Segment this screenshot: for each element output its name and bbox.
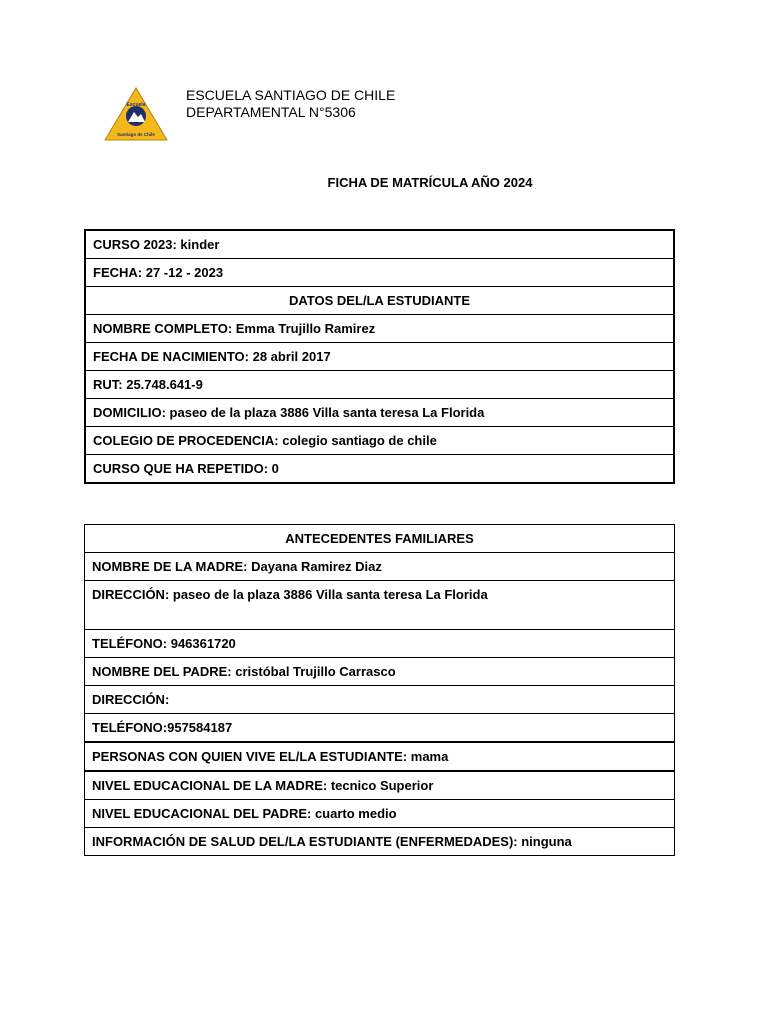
- document-title: FICHA DE MATRÍCULA AÑO 2024: [327, 175, 533, 190]
- field-madre-nombre: NOMBRE DE LA MADRE: Dayana Ramirez Diaz: [85, 553, 675, 581]
- family-data-table: [84, 524, 675, 856]
- school-department: DEPARTAMENTAL N°5306: [186, 104, 356, 120]
- school-logo: [103, 86, 169, 142]
- field-domicilio: DOMICILIO: paseo de la plaza 3886 Villa santa teresa La Florida: [85, 399, 674, 427]
- field-colegio-procedencia: COLEGIO DE PROCEDENCIA: colegio santiago de chile: [85, 427, 674, 455]
- field-nivel-madre: NIVEL EDUCACIONAL DE LA MADRE: tecnico Superior: [85, 771, 675, 800]
- field-fecha: FECHA: 27 -12 - 2023: [85, 259, 674, 287]
- field-madre-direccion: DIRECCIÓN: paseo de la plaza 3886 Villa santa teresa La Florida: [85, 581, 675, 630]
- logo-text-top: Escuela: [126, 102, 146, 108]
- field-padre-telefono: TELÉFONO:957584187: [85, 714, 675, 743]
- logo-text-bottom: Santiago de Chile: [117, 132, 155, 137]
- field-salud: INFORMACIÓN DE SALUD DEL/LA ESTUDIANTE (ENFERMEDADES): ninguna: [85, 828, 675, 856]
- field-fecha-nacimiento: FECHA DE NACIMIENTO: 28 abril 2017: [85, 343, 674, 371]
- school-header: [186, 87, 395, 121]
- field-vive-con: PERSONAS CON QUIEN VIVE EL/LA ESTUDIANTE: mama: [85, 742, 675, 771]
- field-madre-telefono: TELÉFONO: 946361720: [85, 630, 675, 658]
- field-padre-nombre: NOMBRE DEL PADRE: cristóbal Trujillo Carrasco: [85, 658, 675, 686]
- field-curso-repetido: CURSO QUE HA REPETIDO: 0: [85, 455, 674, 484]
- student-data-table: [84, 229, 675, 484]
- field-padre-direccion: DIRECCIÓN:: [85, 686, 675, 714]
- school-name: ESCUELA SANTIAGO DE CHILE: [186, 87, 396, 103]
- section-title-student: DATOS DEL/LA ESTUDIANTE: [85, 287, 674, 315]
- field-curso: CURSO 2023: kinder: [85, 230, 674, 259]
- field-nombre-completo: NOMBRE COMPLETO: Emma Trujillo Ramirez: [85, 315, 674, 343]
- section-title-family: ANTECEDENTES FAMILIARES: [85, 525, 675, 553]
- field-nivel-padre: NIVEL EDUCACIONAL DEL PADRE: cuarto medio: [85, 800, 675, 828]
- field-rut: RUT: 25.748.641-9: [85, 371, 674, 399]
